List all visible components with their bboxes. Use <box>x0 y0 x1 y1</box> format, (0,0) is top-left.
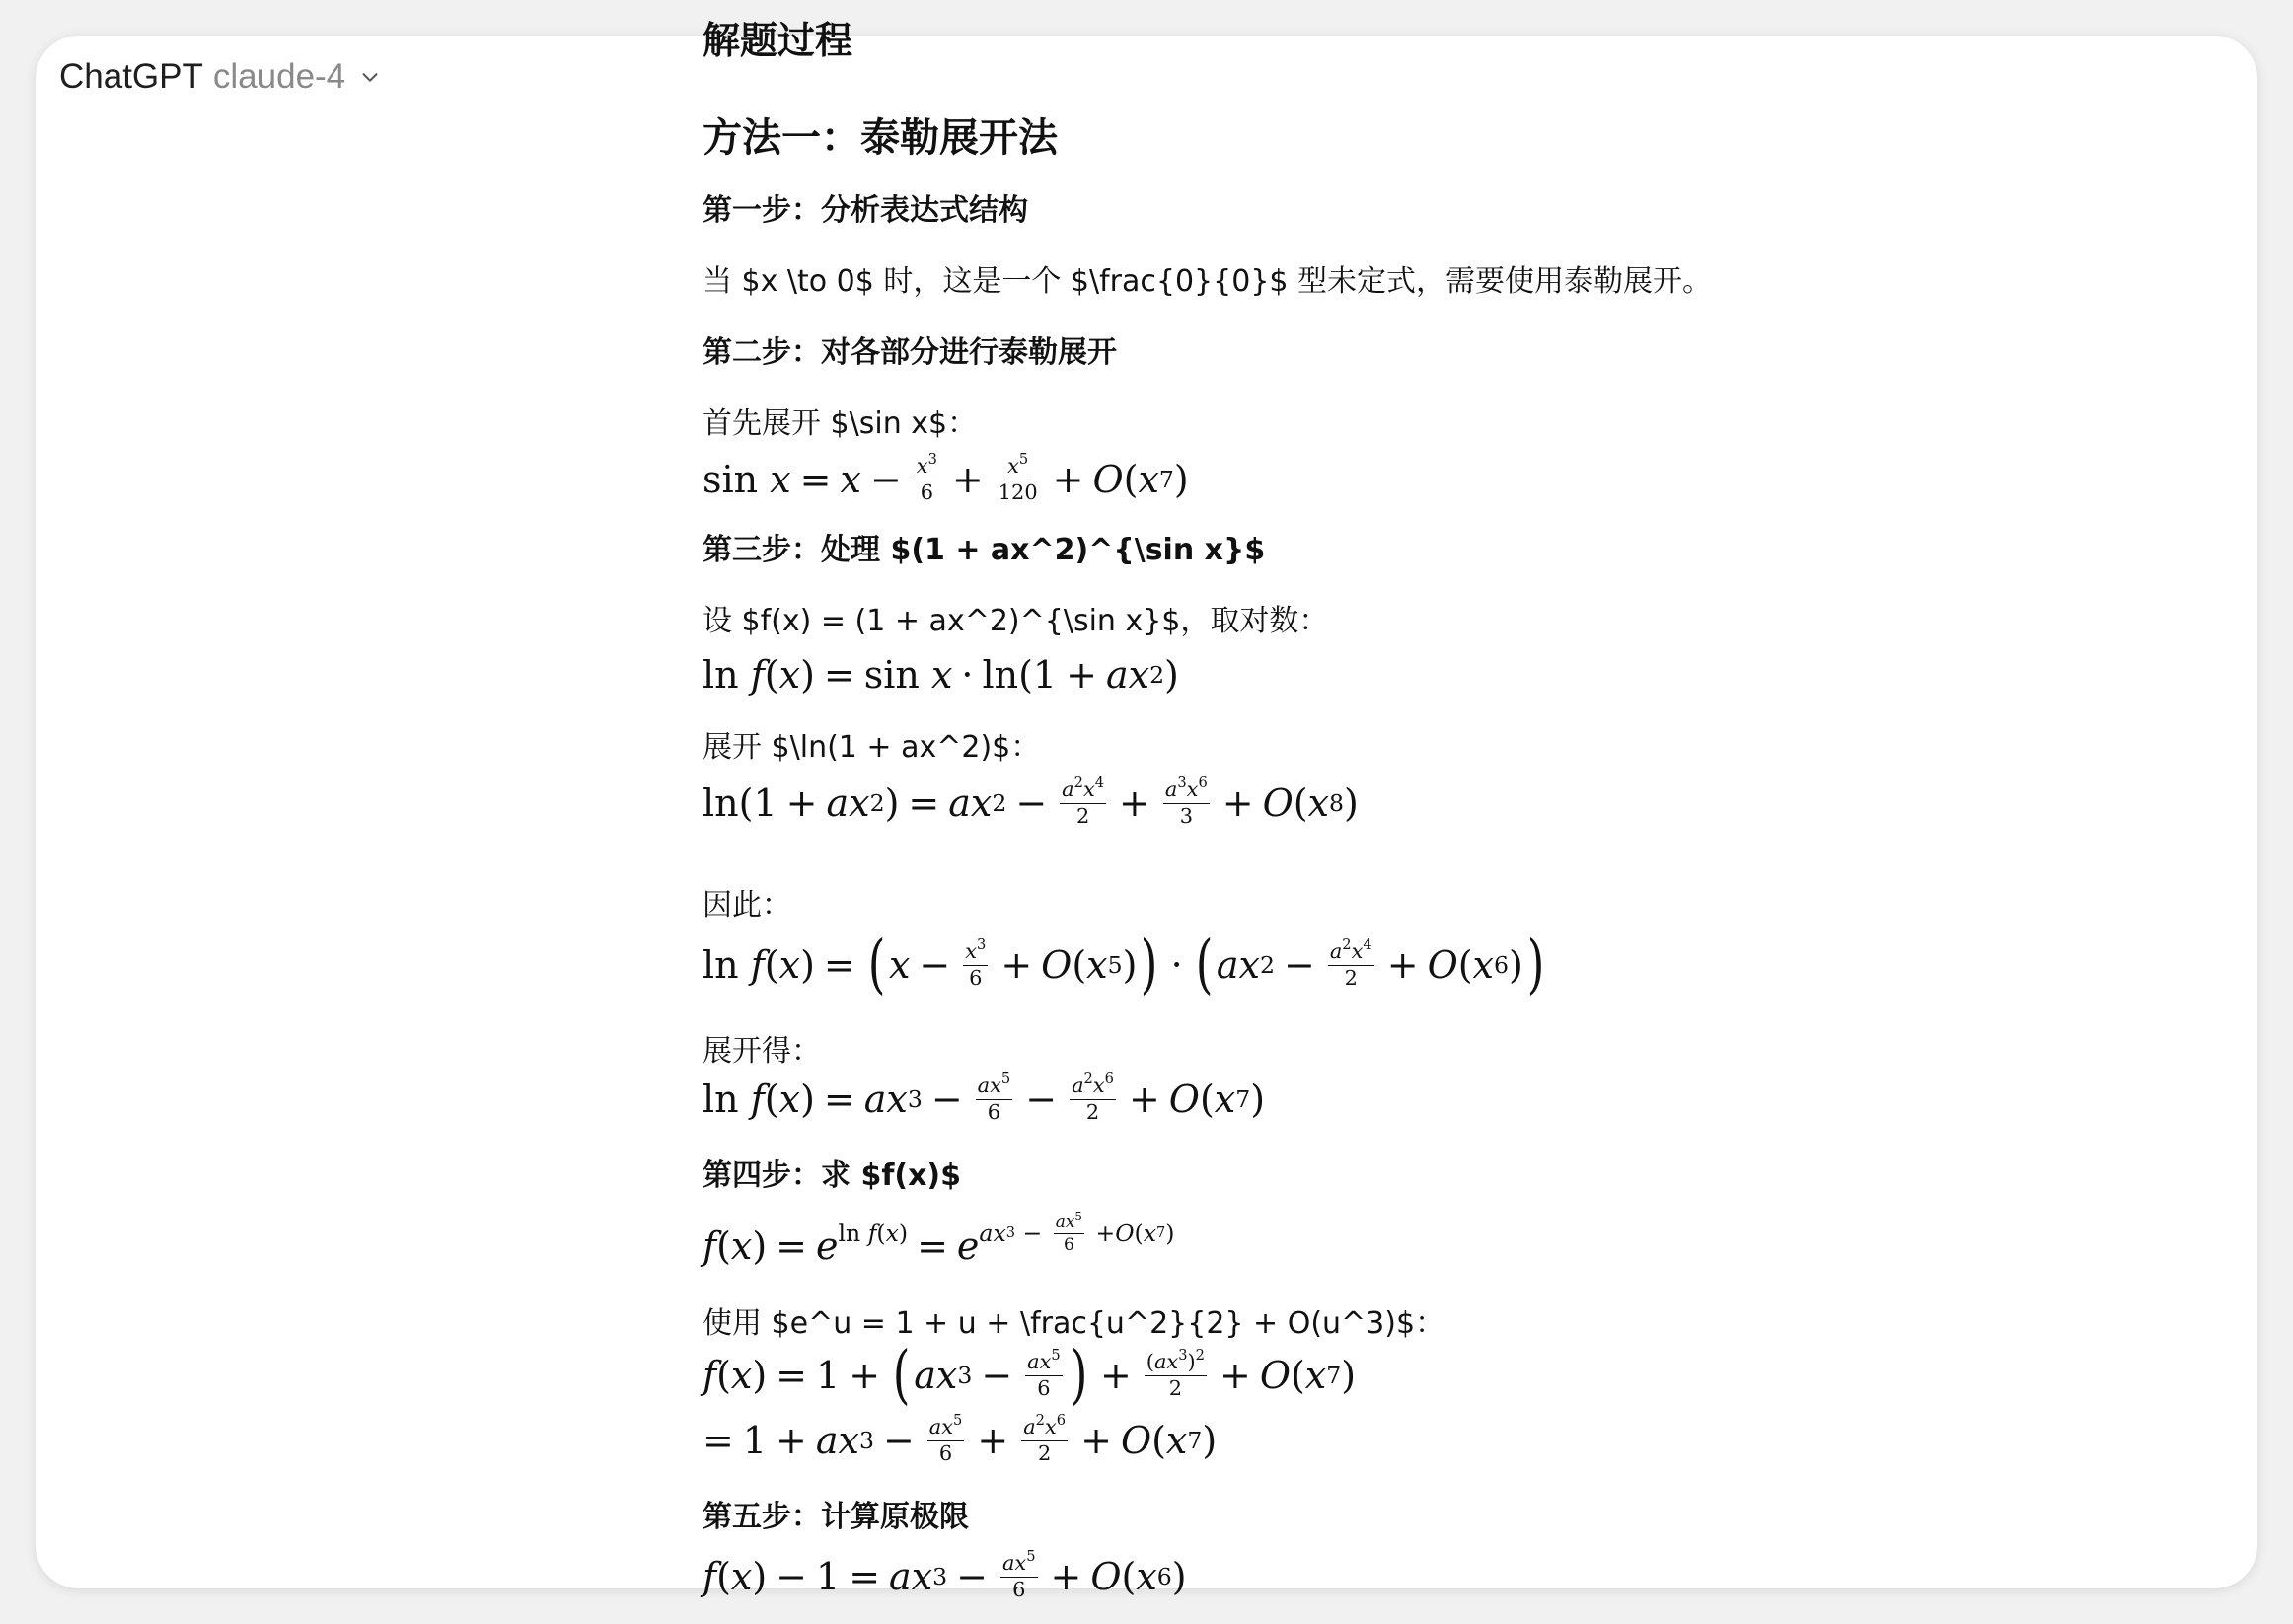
use-exp-text: 使用 $e^u = 1 + u + \frac{u^2}{2} + O(u^3)$： <box>703 1306 1445 1341</box>
step1-text: 当 $x \to 0$ 时，这是一个 $\frac{0}{0}$ 型未定式，需要使用泰勒展开。 <box>703 264 1713 299</box>
equation-exp-expansion: f ( x ) = 1 + ( ax 3 − $\frac{ax^5}{6}$ ) + $\frac{(ax^3)^2}{2}$ + O ( x 7 ) <box>703 1338 1357 1412</box>
step2-text: 首先展开 $\sin x$： <box>703 406 978 441</box>
message-content <box>703 19 2222 1601</box>
expand-ln-text: 展开 $\ln(1 + ax^2)$： <box>703 730 1041 765</box>
equation-log-result: ln f ( x ) = ax 3 − $\frac{ax^5}{6}$ − $\frac{a^2x^6}{2}$ + O ( x 7 ) <box>703 1070 1266 1124</box>
equation-sin-expansion: sin x = x − $\frac{x^3}{6}$ + $\frac{x^5}{120}$ + O ( x 7 ) <box>703 450 1189 504</box>
step4-title: 第四步：求 $f(x)$ <box>703 1158 962 1193</box>
equation-ln-expansion: ln(1 + ax 2 ) = ax 2 − $\frac{a^2x^4}{2}$ + $\frac{a^3x^6}{3}$ + O ( x 8 ) <box>703 774 1359 828</box>
therefore-text: 因此： <box>703 888 791 923</box>
expand-result-text: 展开得： <box>703 1034 821 1069</box>
step1-title: 第一步：分析表达式结构 <box>703 193 1028 228</box>
equation-product: ln f ( x ) = ( x − $\frac{x^3}{6}$ + O ( x 5 ) ) · ( ax 2 − $\frac{a^2x^4}{2}$ + O ( x 6 ) ) <box>703 927 1545 1001</box>
model-name: claude-4 <box>212 57 346 96</box>
step2-title: 第二步：对各部分进行泰勒展开 <box>703 335 1117 370</box>
step3-text: 设 $f(x) = (1 + ax^2)^{\sin x}$，取对数： <box>703 604 1329 638</box>
app-name: ChatGPT <box>59 57 203 96</box>
step3-title: 第三步：处理 $(1 + ax^2)^{\sin x}$ <box>703 533 1266 567</box>
method-title: 方法一：泰勒展开法 <box>703 115 1058 161</box>
section-title: 解题过程 <box>703 19 853 62</box>
step5-title: 第五步：计算原极限 <box>703 1500 969 1534</box>
model-switcher[interactable] <box>59 57 381 97</box>
chevron-down-icon <box>359 66 381 88</box>
equation-exp: f ( x ) = e ln f ( x ) = e ax 3 − $\frac{ax^5}{6}$ + O ( x 7 ) <box>703 1209 1175 1268</box>
equation-log-f: ln f ( x ) = sin x · ln(1 + ax 2 ) <box>703 653 1179 697</box>
equation-f-minus-one: f ( x ) − 1 = ax 3 − $\frac{ax^5}{6}$ + O ( x 6 ) <box>703 1547 1187 1601</box>
chat-window <box>36 19 2257 1601</box>
equation-exp-simplified: = 1 + ax 3 − $\frac{ax^5}{6}$ + $\frac{a^2x^6}{2}$ + O ( x 7 ) <box>703 1411 1218 1465</box>
